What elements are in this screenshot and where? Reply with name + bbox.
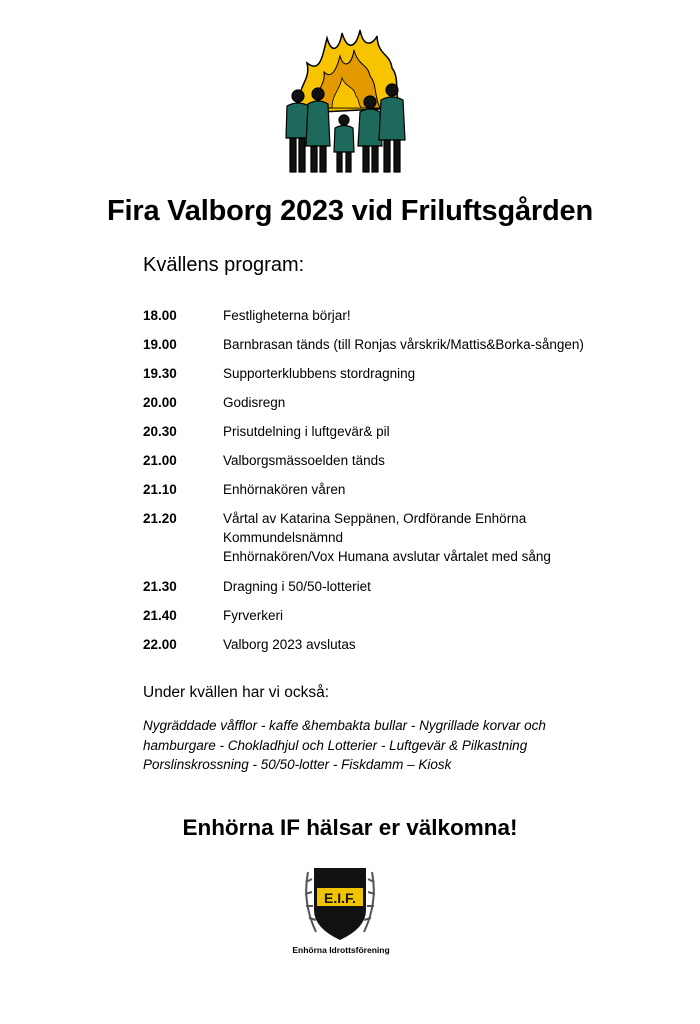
program-time: 21.40 <box>143 608 177 623</box>
program-row <box>143 606 663 635</box>
program-row <box>143 577 663 606</box>
program-description: Vårtal av Katarina Seppänen, Ordförande Enhörna Kommundelsnämnd Enhörnakören/Vox Humana avslutar vårtalet med sång <box>223 511 551 564</box>
program-time: 21.00 <box>143 453 177 468</box>
program-description: Godisregn <box>223 395 286 410</box>
program-description: Prisutdelning i luftgevär& pil <box>223 424 390 439</box>
program-description: Valborg 2023 avslutas <box>223 637 356 652</box>
program-time: 19.00 <box>143 337 177 352</box>
program-row <box>143 422 663 451</box>
program-description: Enhörnakören våren <box>223 482 346 497</box>
welcome-message: Enhörna IF hälsar er välkomna! <box>182 815 518 840</box>
program-description: Barnbrasan tänds (till Ronjas vårskrik/Mattis&Borka-sången) <box>223 337 584 352</box>
program-description: Festligheterna börjar! <box>223 308 351 323</box>
program-time: 22.00 <box>143 637 177 652</box>
program-time: 20.30 <box>143 424 177 439</box>
program-time: 18.00 <box>143 308 177 323</box>
program-row <box>143 480 663 509</box>
also-description: Nygräddade våfflor - kaffe &hembakta bullar - Nygrillade korvar och hamburgare - Chokladhjul och Lotterier - Luftgevär & Pilkastning Porslinskrossning - 50/50-lotter - Fiskdamm – Kiosk <box>143 718 546 772</box>
program-description: Fyrverkeri <box>223 608 283 623</box>
also-heading: Under kvällen har vi också: <box>143 684 330 701</box>
page-title: Fira Valborg 2023 vid Friluftsgården <box>107 195 593 227</box>
program-time: 21.20 <box>143 511 177 526</box>
logo-caption: Enhörna Idrottsförening <box>292 945 390 955</box>
program-row <box>143 509 663 577</box>
program-time: 21.10 <box>143 482 177 497</box>
bonfire-illustration <box>282 28 412 178</box>
program-heading: Kvällens program: <box>143 254 305 276</box>
program-description: Valborgsmässoelden tänds <box>223 453 385 468</box>
program-time: 19.30 <box>143 366 177 381</box>
program-row <box>143 393 663 422</box>
program-time: 20.00 <box>143 395 177 410</box>
program-description: Supporterklubbens stordragning <box>223 366 416 381</box>
program-row <box>143 451 663 480</box>
program-row <box>143 306 663 335</box>
program-description: Dragning i 50/50-lotteriet <box>223 579 371 594</box>
program-list <box>143 306 663 664</box>
program-row <box>143 335 663 364</box>
eif-logo <box>302 862 378 944</box>
program-row <box>143 635 663 664</box>
program-time: 21.30 <box>143 579 177 594</box>
program-row <box>143 364 663 393</box>
logo-letters: E.I.F. <box>324 890 356 906</box>
